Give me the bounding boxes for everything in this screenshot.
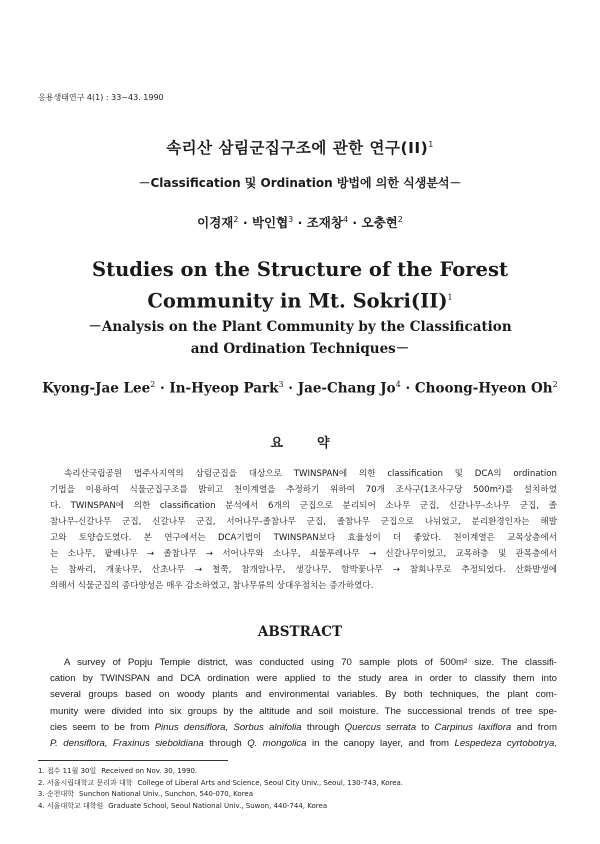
abstract-text: to: [416, 721, 435, 733]
species-name: Q. mongolica: [247, 738, 307, 750]
korean-title-text: 속리산 삼림군집구조에 관한 연구(II): [166, 139, 429, 157]
korean-author-name: 오충현: [361, 215, 398, 230]
english-abstract-line: [50, 704, 557, 720]
abstract-text: several groups based on woody plants and environmental variables. By both techniques, the plant com-: [50, 689, 557, 701]
korean-abstract-heading: 요약: [270, 436, 364, 451]
abstract-text: in the canopy layer, and from: [306, 738, 455, 750]
abstract-text: cies seem to be from: [50, 721, 155, 733]
korean-abstract-line: 다. TWINSPAN에 의한 classification 분석에서 6개의 군집으로 분리되어 소나무 군집, 신갈나무-소나무 군집, 졸: [50, 501, 557, 511]
species-name: P. densiflora, Fraxinus sieboldiana: [50, 738, 204, 750]
english-abstract: [50, 655, 557, 752]
english-subtitle: [0, 316, 600, 360]
korean-author-name: 박인협: [251, 215, 289, 230]
footnote-english: College of Liberal Arts and Science, Seoul City Univ., Seoul, 130-743, Korea.: [137, 778, 404, 787]
footnote: [38, 789, 558, 801]
species-name: Quercus serrata: [344, 721, 417, 733]
korean-abstract-line: 기법을 이용하여 식물군집구조를 밝히고 천이계열을 추정하기 위하여 70개 조사구(1조사구당 500m²)를 설치하였: [50, 485, 557, 495]
footnote: [38, 801, 558, 813]
english-subtitle-line-2: and Ordination Techniques－: [190, 341, 410, 357]
korean-author-separator: ·: [238, 215, 252, 230]
footnote-english: Received on Nov. 30, 1990.: [101, 767, 198, 775]
footnote: [38, 778, 558, 790]
korean-abstract-line: 속리산국립공원 법주사지역의 삼림군집을 대상으로 TWINSPAN에 의한 classification 및 DCA의 ordination: [64, 469, 557, 479]
korean-author-affiliation-mark: 3: [288, 214, 294, 224]
english-abstract-line: [50, 687, 557, 703]
footnote-english: Graduate School, Seoul National Univ., Suwon, 440-744, Korea: [108, 801, 328, 810]
english-author-affiliation-mark: 3: [278, 380, 284, 389]
english-author-affiliation-mark: 2: [150, 380, 156, 389]
footnote-korean: 서울시립대학교 문리과 대학: [46, 778, 133, 787]
korean-title: [0, 136, 600, 158]
korean-author-affiliation-mark: 2: [233, 214, 239, 224]
korean-abstract-line: 의해서 식물군집의 종다양성은 매우 감소하였고, 참나무류의 상대우점치는 증가하였다.: [50, 581, 374, 591]
abstract-text: A survey of Popju Temple district, was conducted using 70 sample plots of 500m² size. The classifi-: [64, 657, 557, 668]
footnote-korean: 서울대학교 대학원: [46, 801, 104, 810]
species-name: Lespedeza cyrtobotrya,: [454, 738, 557, 750]
english-authors: [0, 380, 600, 397]
journal-citation: 응용생태연구 4(1) : 33~43. 1990: [38, 93, 164, 102]
korean-abstract-line: 고와 토양습도였다. 본 연구에서는 DCA기법이 TWINSPAN보다 효율성이 더 좋았다. 천이계열은 교목상층에서: [50, 533, 557, 543]
footnote-number: 2.: [38, 778, 45, 787]
english-author-affiliation-mark: 2: [552, 380, 558, 389]
english-author-name: Jae-Chang Jo: [297, 380, 396, 397]
korean-author-affiliation-mark: 2: [397, 214, 403, 224]
species-name: Pinus densiflora, Sorbus alnifolia: [154, 721, 302, 733]
english-author-separator: ·: [155, 380, 170, 397]
footnotes: [38, 766, 558, 812]
abstract-heading: ABSTRACT: [257, 624, 343, 640]
english-abstract-line: [50, 720, 557, 736]
korean-author-affiliation-mark: 4: [342, 214, 349, 224]
species-name: Carpinus laxiflora: [434, 721, 512, 733]
english-author-name: Kyong-Jae Lee: [42, 380, 151, 397]
english-title: [0, 256, 600, 316]
english-title-footnote-mark: 1: [447, 293, 453, 302]
korean-abstract-line: 참나무-신갈나무 군집, 신갈나무 군집, 서어나무-졸참나무 군집, 졸참나무 군집으로 나뉘었고, 분리환경인자는 해발: [50, 517, 557, 527]
footnote: [38, 766, 558, 778]
english-author-affiliation-mark: 4: [395, 380, 401, 389]
abstract-text: munity were divided into six groups by the altitude and soil moisture. The successional trends of tree spe-: [50, 705, 557, 717]
korean-title-footnote-mark: 1: [428, 139, 434, 149]
korean-abstract-line: 는 소나무, 팥배나무 → 졸참나무 → 서어나무와 소나무, 쇠물푸레나무 → 신갈나무이었고, 교목하층 및 관목층에서: [50, 549, 557, 559]
english-author-separator: ·: [283, 380, 298, 397]
korean-author-name: 이경재: [197, 215, 234, 230]
english-subtitle-line-1: －Analysis on the Plant Community by the Classification: [88, 319, 512, 335]
korean-abstract: [50, 466, 557, 594]
korean-author-separator: ·: [348, 215, 362, 230]
footnote-number: 4.: [38, 801, 45, 810]
english-title-line-2-text: Community in Mt. Sokri(II): [147, 289, 448, 313]
footnote-number: 1.: [38, 767, 45, 775]
english-author-name: In-Hyeop Park: [169, 380, 279, 397]
footnote-korean: 순천대학: [46, 790, 74, 798]
korean-author-name: 조재창: [306, 215, 343, 230]
footnote-korean: 접수 11월 30일: [46, 767, 97, 775]
footnote-english: Sunchon National Univ., Sunchon, 540-070, Korea: [78, 790, 254, 798]
korean-subtitle: －Classification 및 Ordination 방법에 의한 식생분석－: [138, 176, 462, 190]
korean-author-separator: ·: [293, 215, 307, 230]
footnote-number: 3.: [38, 790, 45, 798]
abstract-text: and from: [511, 721, 557, 733]
abstract-text: through: [203, 738, 248, 750]
english-author-name: Choong-Hyeon Oh: [414, 380, 553, 397]
korean-abstract-line: 는 참싸리, 개옻나무, 산초나무 → 철쭉, 참개암나무, 생강나무, 함박꽃나무 → 참회나무로 추정되었다. 산화발생에: [50, 565, 557, 575]
english-abstract-line: [50, 655, 557, 671]
abstract-text: cation by TWINSPAN and DCA ordination were applied to the study area in order to classify them into: [50, 673, 557, 685]
footnote-divider: [38, 760, 228, 761]
english-title-line-1: Studies on the Structure of the Forest: [92, 258, 508, 281]
english-abstract-line: [50, 736, 557, 752]
english-title-line-2: [0, 284, 600, 316]
english-author-separator: ·: [400, 380, 415, 397]
abstract-text: through: [301, 721, 345, 733]
korean-authors: [0, 213, 600, 231]
english-abstract-line: [50, 671, 557, 687]
